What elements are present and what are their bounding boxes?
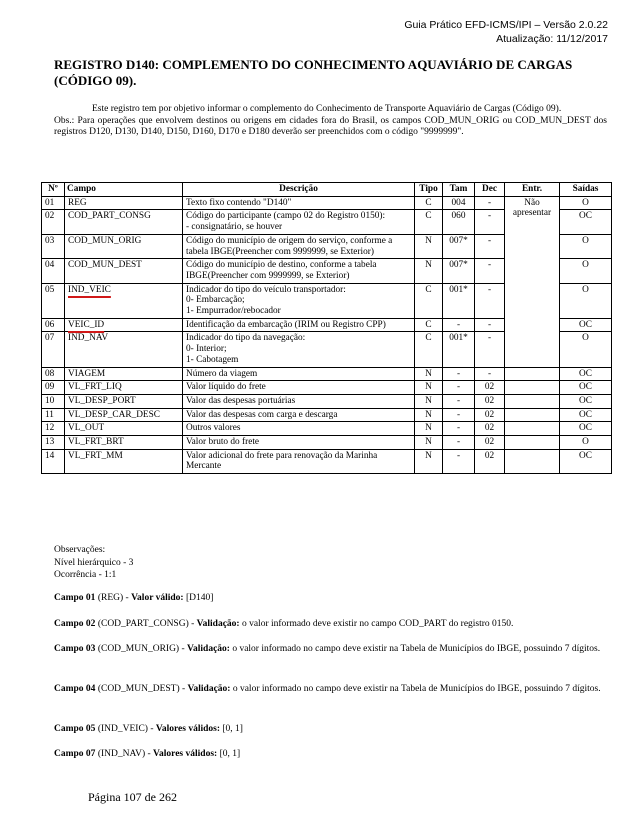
cell-tipo: N (415, 394, 443, 408)
cell-dec: - (475, 332, 505, 367)
cell-desc: Código do município de destino, conforme a tabela IBGE(Preencher com 9999999, se Exterior) (183, 259, 415, 283)
cell-dec: - (475, 210, 505, 234)
col-header-entr: Entr. (505, 183, 560, 197)
cell-desc: Texto fixo contendo "D140" (183, 196, 415, 210)
campo-rule: Campo 04 (COD_MUN_DEST) - Validação: o valor informado no campo deve existir na Tabela de Municípios do IBGE, possuindo 7 dígitos. (54, 684, 601, 694)
cell-campo (65, 283, 183, 318)
cell-dec: 02 (475, 381, 505, 395)
cell-tipo: N (415, 234, 443, 258)
cell-desc: Valor adicional do frete para renovação da Marinha Mercante (183, 449, 415, 473)
col-header-saidas: Saídas (560, 183, 612, 197)
cell-entr: Não apresentar (505, 196, 560, 367)
cell-num: 04 (42, 259, 65, 283)
col-header-tam: Tam (443, 183, 475, 197)
cell-campo: VL_FRT_MM (65, 449, 183, 473)
cell-campo: REG (65, 196, 183, 210)
cell-dec: 02 (475, 436, 505, 450)
cell-desc: Valor das despesas com carga e descarga (183, 408, 415, 422)
occurrence: Ocorrência - 1:1 (54, 570, 117, 580)
cell-desc: Valor líquido do frete (183, 381, 415, 395)
campo-rule: Campo 03 (COD_MUN_ORIG) - Validação: o valor informado no campo deve existir na Tabela de Municípios do IBGE, possuindo 7 dígitos. (54, 644, 601, 654)
col-header-num: Nº (42, 183, 65, 197)
cell-dec: - (475, 367, 505, 381)
cell-campo (65, 318, 183, 332)
cell-tam: 007* (443, 234, 475, 258)
col-header-dec: Dec (475, 183, 505, 197)
cell-desc: Código do município de origem do serviço, conforme a tabela IBGE(Preencher com 9999999, se Exterior) (183, 234, 415, 258)
cell-desc: Indicador do tipo do veículo transportador: 0- Embarcação; 1- Empurrador/rebocador (183, 283, 415, 318)
table-row (42, 394, 612, 408)
cell-tipo: C (415, 196, 443, 210)
cell-saidas: O (560, 196, 612, 210)
highlighted-field: VEIC_ID (68, 319, 105, 330)
cell-saidas: OC (560, 367, 612, 381)
cell-desc: Indicador do tipo da navegação: 0- Interior; 1- Cabotagem (183, 332, 415, 367)
cell-num: 13 (42, 436, 65, 450)
cell-tam: - (443, 367, 475, 381)
cell-dec: - (475, 196, 505, 210)
intro-paragraph: Este registro tem por objetivo informar o complemento do Conhecimento de Transporte Aquaviário de Cargas (Código 09). (92, 104, 562, 114)
cell-tam: - (443, 318, 475, 332)
cell-saidas: OC (560, 449, 612, 473)
cell-saidas: OC (560, 210, 612, 234)
page-header (404, 18, 608, 46)
cell-tipo: N (415, 367, 443, 381)
cell-num: 07 (42, 332, 65, 367)
table-row (42, 196, 612, 210)
cell-num: 05 (42, 283, 65, 318)
highlighted-field: IND_VEIC (68, 284, 111, 295)
cell-tipo: C (415, 332, 443, 367)
cell-num: 06 (42, 318, 65, 332)
col-header-descricao: Descrição (183, 183, 415, 197)
intro-note: Obs.: Para operações que envolvem destinos ou origens em cidades fora do Brasil, os campos COD_MUN_ORIG ou COD_MUN_DEST dos registros D120, D130, D140, D150, D160, D170 e D180 deverão ser preenchidos com o código "9999999". (54, 115, 607, 137)
guide-version: Guia Prático EFD-ICMS/IPI – Versão 2.0.22 (404, 19, 608, 31)
intro-text (54, 104, 607, 139)
cell-campo: VIAGEM (65, 367, 183, 381)
cell-num: 08 (42, 367, 65, 381)
cell-dec: - (475, 234, 505, 258)
cell-tam: - (443, 381, 475, 395)
cell-saidas: O (560, 436, 612, 450)
cell-num: 10 (42, 394, 65, 408)
cell-entr-empty (505, 422, 560, 436)
cell-desc: Valor bruto do frete (183, 436, 415, 450)
table-row (42, 367, 612, 381)
table-header-row (42, 183, 612, 197)
cell-tipo: N (415, 436, 443, 450)
register-title: REGISTRO D140: COMPLEMENTO DO CONHECIMENTO AQUAVIÁRIO DE CARGAS (CÓDIGO 09). (54, 57, 573, 88)
campo-rule: Campo 01 (REG) - Valor válido: [D140] (54, 593, 214, 603)
cell-dec: - (475, 318, 505, 332)
hierarchy-level: Nível hierárquico - 3 (54, 557, 134, 568)
table-row (42, 408, 612, 422)
cell-dec: 02 (475, 408, 505, 422)
cell-tipo: N (415, 422, 443, 436)
cell-saidas: OC (560, 422, 612, 436)
cell-entr-empty (505, 408, 560, 422)
cell-campo: VL_DESP_CAR_DESC (65, 408, 183, 422)
cell-dec: 02 (475, 422, 505, 436)
cell-dec: - (475, 259, 505, 283)
campo-rule: Campo 07 (IND_NAV) - Valores válidos: [0, 1] (54, 749, 241, 759)
cell-num: 02 (42, 210, 65, 234)
cell-campo: VL_OUT (65, 422, 183, 436)
cell-num: 09 (42, 381, 65, 395)
col-header-tipo: Tipo (415, 183, 443, 197)
cell-desc: Código do participante (campo 02 do Registro 0150): - consignatário, se houver (183, 210, 415, 234)
observations-title: Observações: (54, 545, 106, 555)
cell-tam: - (443, 394, 475, 408)
cell-desc: Identificação da embarcação (IRIM ou Registro CPP) (183, 318, 415, 332)
cell-saidas: OC (560, 318, 612, 332)
cell-campo: VL_FRT_BRT (65, 436, 183, 450)
cell-saidas: O (560, 332, 612, 367)
cell-campo: VL_DESP_PORT (65, 394, 183, 408)
cell-campo: VL_FRT_LIQ (65, 381, 183, 395)
cell-tam: - (443, 422, 475, 436)
cell-saidas: O (560, 234, 612, 258)
cell-tam: 007* (443, 259, 475, 283)
cell-tipo: N (415, 381, 443, 395)
cell-tam: 001* (443, 332, 475, 367)
cell-entr-empty (505, 436, 560, 450)
cell-tam: - (443, 408, 475, 422)
cell-tipo: C (415, 210, 443, 234)
cell-saidas: OC (560, 381, 612, 395)
cell-saidas: O (560, 283, 612, 318)
cell-num: 03 (42, 234, 65, 258)
cell-dec: - (475, 283, 505, 318)
cell-tipo: N (415, 259, 443, 283)
cell-tipo: C (415, 283, 443, 318)
cell-entr-empty (505, 394, 560, 408)
cell-campo: IND_NAV (65, 332, 183, 367)
cell-campo: COD_PART_CONSG (65, 210, 183, 234)
cell-dec: 02 (475, 449, 505, 473)
table-row (42, 422, 612, 436)
table-row (42, 436, 612, 450)
cell-tipo: C (415, 318, 443, 332)
table-row (42, 381, 612, 395)
cell-tipo: N (415, 449, 443, 473)
cell-desc: Número da viagem (183, 367, 415, 381)
cell-tam: 001* (443, 283, 475, 318)
cell-campo: COD_MUN_DEST (65, 259, 183, 283)
campo-rule: Campo 02 (COD_PART_CONSG) - Validação: o valor informado deve existir no campo COD_PART do registro 0150. (54, 619, 514, 629)
cell-num: 11 (42, 408, 65, 422)
cell-saidas: OC (560, 408, 612, 422)
cell-saidas: O (560, 259, 612, 283)
cell-num: 12 (42, 422, 65, 436)
cell-desc: Valor das despesas portuárias (183, 394, 415, 408)
cell-saidas: OC (560, 394, 612, 408)
cell-campo: COD_MUN_ORIG (65, 234, 183, 258)
campo-rule: Campo 05 (IND_VEIC) - Valores válidos: [0, 1] (54, 724, 243, 734)
cell-entr-empty (505, 381, 560, 395)
cell-entr-empty (505, 367, 560, 381)
cell-num: 01 (42, 196, 65, 210)
cell-tam: 004 (443, 196, 475, 210)
cell-tipo: N (415, 408, 443, 422)
cell-tam: - (443, 449, 475, 473)
cell-desc: Outros valores (183, 422, 415, 436)
cell-tam: 060 (443, 210, 475, 234)
cell-entr-empty (505, 449, 560, 473)
cell-dec: 02 (475, 394, 505, 408)
page-number: Página 107 de 262 (88, 790, 177, 804)
cell-num: 14 (42, 449, 65, 473)
cell-tam: - (443, 436, 475, 450)
fields-table (41, 182, 612, 474)
observations (54, 544, 133, 582)
table-row (42, 449, 612, 473)
col-header-campo: Campo (65, 183, 183, 197)
update-date: Atualização: 11/12/2017 (496, 33, 608, 45)
